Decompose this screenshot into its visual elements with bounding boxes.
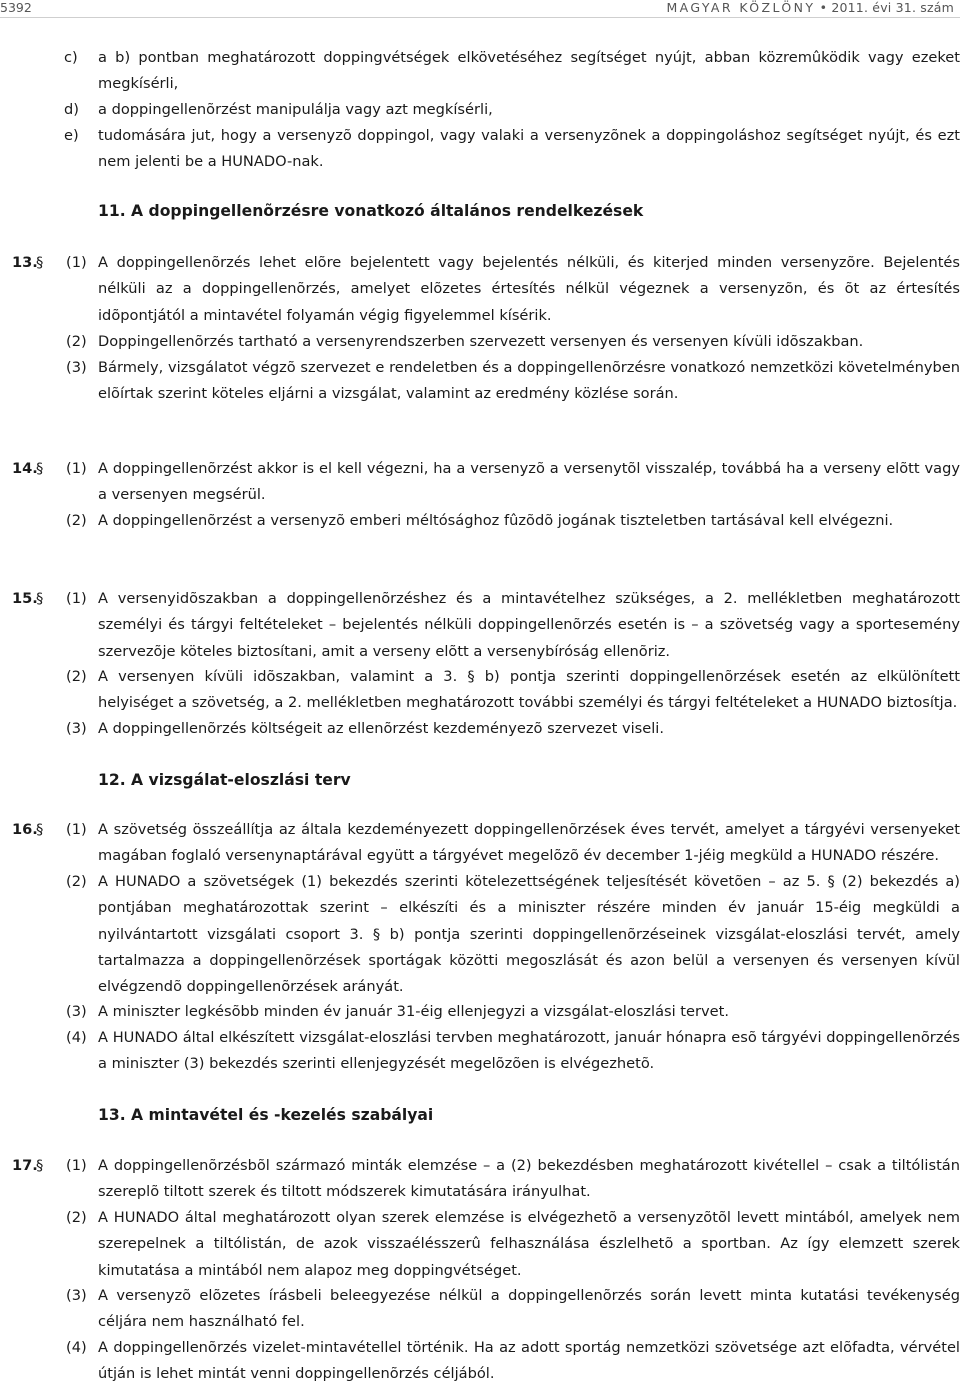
running-header bbox=[666, 0, 954, 16]
paragraph-label: (3) bbox=[66, 720, 87, 737]
section-number: 15. bbox=[12, 590, 38, 607]
journal-title: MAGYAR KÖZLÖNY bbox=[666, 0, 816, 15]
section-mark: § bbox=[36, 460, 44, 477]
paragraph-text: A doppingellenõrzést a versenyzõ emberi méltósághoz fûzõdõ jogának tiszteletben tartásával kell elvégezni. bbox=[98, 512, 894, 529]
paragraph-16-3 bbox=[66, 999, 960, 1025]
list-item-label: d) bbox=[64, 101, 79, 118]
paragraph-label: (2) bbox=[66, 512, 87, 529]
paragraph-text: A HUNADO által elkészített vizsgálat-eloszlási tervben meghatározott, január hónapra esõ tárgyévi doppingellenõrzés a miniszter (3) bekezdés szerinti ellenjegyzését megelõzõen is elvégezhetõ. bbox=[98, 1029, 960, 1073]
section-number: 13. bbox=[12, 254, 38, 271]
section-mark: § bbox=[36, 821, 44, 838]
paragraph-label: (2) bbox=[66, 873, 87, 890]
paragraph-label: (3) bbox=[66, 1003, 87, 1020]
paragraph-label: (1) bbox=[66, 590, 87, 607]
paragraph-16-2 bbox=[66, 869, 960, 1000]
section-mark: § bbox=[36, 1157, 44, 1174]
paragraph-17-3 bbox=[66, 1283, 960, 1336]
section-number: 17. bbox=[12, 1157, 38, 1174]
paragraph-label: (1) bbox=[66, 254, 87, 271]
section-number: 14. bbox=[12, 460, 38, 477]
paragraph-text: Bármely, vizsgálatot végzõ szervezet e rendeletben és a doppingellenõrzésre vonatkozó nemzetközi követelményben elõírtak szerint köteles eljárni a vizsgálat, valamint az eredmény közlése során. bbox=[98, 359, 960, 403]
paragraph-label: (1) bbox=[66, 821, 87, 838]
list-item-label: e) bbox=[64, 127, 79, 144]
paragraph-17-2 bbox=[66, 1205, 960, 1284]
section-heading-13: 13. A mintavétel és -kezelés szabályai bbox=[98, 1106, 434, 1124]
paragraph-label: (4) bbox=[66, 1029, 87, 1046]
section-mark: § bbox=[36, 590, 44, 607]
paragraph-17-4 bbox=[66, 1335, 960, 1388]
list-item-label: c) bbox=[64, 49, 78, 66]
header-rule bbox=[0, 17, 960, 18]
paragraph-13-3 bbox=[66, 355, 960, 408]
paragraph-text: A versenyen kívüli idõszakban, valamint a 3. § b) pontja szerinti doppingellenõrzések esetén az elkülönített helyiséget a szövetség, a 2. mellékletben meghatározott további személyi és tárgyi feltételeket a HUNADO biztosítja. bbox=[98, 668, 960, 712]
list-item-text: a b) pontban meghatározott doppingvétségek elkövetéséhez segítséget nyújt, abban közremûködik vagy ezeket megkísérli, bbox=[98, 49, 960, 93]
paragraph-label: (4) bbox=[66, 1339, 87, 1356]
paragraph-label: (1) bbox=[66, 460, 87, 477]
bullet-separator: • bbox=[819, 0, 828, 15]
paragraph-text: A doppingellenõrzésbõl származó minták elemzése – a (2) bekezdésben meghatározott kivétellel – csak a tiltólistán szereplõ tiltott szerek és tiltott módszerek kimutatására irányulhat. bbox=[98, 1157, 960, 1201]
paragraph-text: A versenyzõ elõzetes írásbeli beleegyezése nélkül a doppingellenõrzés során levett minta kutatási tevékenység céljára nem használható fel. bbox=[98, 1287, 960, 1331]
list-item-text: a doppingellenõrzést manipulálja vagy azt megkísérli, bbox=[98, 101, 493, 118]
section-heading-12: 12. A vizsgálat-eloszlási terv bbox=[98, 771, 351, 789]
list-item-c bbox=[64, 45, 960, 98]
paragraph-16-1 bbox=[66, 817, 960, 870]
paragraph-label: (3) bbox=[66, 359, 87, 376]
paragraph-text: A doppingellenõrzés lehet elõre bejelentett vagy bejelentés nélküli, és kiterjed minden versenyzõre. Bejelentés nélküli az a doppingellenõrzés, amelyet elõzetes értesítés nélkül végeznek a versenyzõn, és õt az értesítés idõpontjától a mintavétel folyamán végig figyelemmel kísérik. bbox=[98, 254, 960, 324]
list-item-e bbox=[64, 123, 960, 176]
paragraph-label: (2) bbox=[66, 1209, 87, 1226]
paragraph-text: A doppingellenõrzés költségeit az ellenõrzést kezdeményezõ szervezet viseli. bbox=[98, 720, 664, 737]
paragraph-label: (2) bbox=[66, 333, 87, 350]
paragraph-text: A doppingellenõrzést akkor is el kell végezni, ha a versenyzõ a versenytõl visszalép, továbbá ha a verseny elõtt vagy a versenyen megsérül. bbox=[98, 460, 960, 504]
paragraph-text: A HUNADO a szövetségek (1) bekezdés szerinti kötelezettségének teljesítését követõen – az 5. § (2) bekezdés a) pontjában meghatározottak szerint – elkészíti és a miniszter részére minden év január 15-éig megküldi a nyilvántartott vizsgálati csoport 3. § b) pontja szerinti doppingellenõrzéseinek vizsgálat-eloszlási tervét, amely tartalmazza a doppingellenõrzések sportágak közötti megoszlását és azon belül a versenyen és versenyen kívül elvégzendõ doppingellenõrzések arányát. bbox=[98, 873, 960, 996]
paragraph-17-1 bbox=[66, 1153, 960, 1206]
paragraph-14-2 bbox=[66, 508, 960, 534]
page-number: 5392 bbox=[0, 0, 32, 15]
issue-number: 2011. évi 31. szám bbox=[831, 0, 954, 15]
paragraph-text: Doppingellenõrzés tartható a versenyrendszerben szervezett versenyen és versenyen kívüli idõszakban. bbox=[98, 333, 864, 350]
paragraph-13-2 bbox=[66, 329, 960, 355]
section-heading-11: 11. A doppingellenõrzésre vonatkozó általános rendelkezések bbox=[98, 202, 644, 220]
list-item-d bbox=[64, 97, 960, 123]
section-mark: § bbox=[36, 254, 44, 271]
paragraph-15-2 bbox=[66, 664, 960, 717]
section-number: 16. bbox=[12, 821, 38, 838]
paragraph-text: A szövetség összeállítja az általa kezdeményezett doppingellenõrzések éves tervét, amelyet a tárgyévi versenyeket magában foglaló versenynaptárával együtt a tárgyévet megelõzõ év december 1-jéig megküld a HUNADO részére. bbox=[98, 821, 960, 865]
paragraph-14-1 bbox=[66, 456, 960, 509]
paragraph-label: (1) bbox=[66, 1157, 87, 1174]
paragraph-text: A doppingellenõrzés vizelet-mintavétellel történik. Ha az adott sportág nemzetközi szövetsége azt elõfadta, vérvétel útján is lehet mintát venni doppingellenõrzés céljából. bbox=[98, 1339, 960, 1383]
paragraph-text: A HUNADO által meghatározott olyan szerek elemzése is elvégezhetõ a versenyzõtõl levett mintából, amelyek nem szerepelnek a tiltólistán, de azok visszaélésszerû felhasználása észlelhetõ a sportban. Az így elemzett szerek kimutatása a mintából nem alapoz meg doppingvétséget. bbox=[98, 1209, 960, 1279]
paragraph-15-3 bbox=[66, 716, 960, 742]
page-header bbox=[0, 0, 960, 16]
paragraph-16-4 bbox=[66, 1025, 960, 1078]
paragraph-text: A miniszter legkésõbb minden év január 31-éig ellenjegyzi a vizsgálat-eloszlási tervet. bbox=[98, 1003, 729, 1020]
paragraph-13-1 bbox=[66, 250, 960, 329]
paragraph-15-1 bbox=[66, 586, 960, 665]
paragraph-text: A versenyidõszakban a doppingellenõrzéshez és a mintavételhez szükséges, a 2. mellékletben meghatározott személyi és tárgyi feltételeket – bejelentés nélküli doppingellenõrzés esetén is – a szövetség vagy a sportesemény szervezõje köteles biztosítani, amit a verseny elõtt a versenybíróság ellenõriz. bbox=[98, 590, 960, 660]
list-item-text: tudomására jut, hogy a versenyzõ doppingol, vagy valaki a versenyzõnek a doppingoláshoz segítséget nyújt, és ezt nem jelenti be a HUNADO-nak. bbox=[98, 127, 960, 171]
paragraph-label: (2) bbox=[66, 668, 87, 685]
paragraph-label: (3) bbox=[66, 1287, 87, 1304]
